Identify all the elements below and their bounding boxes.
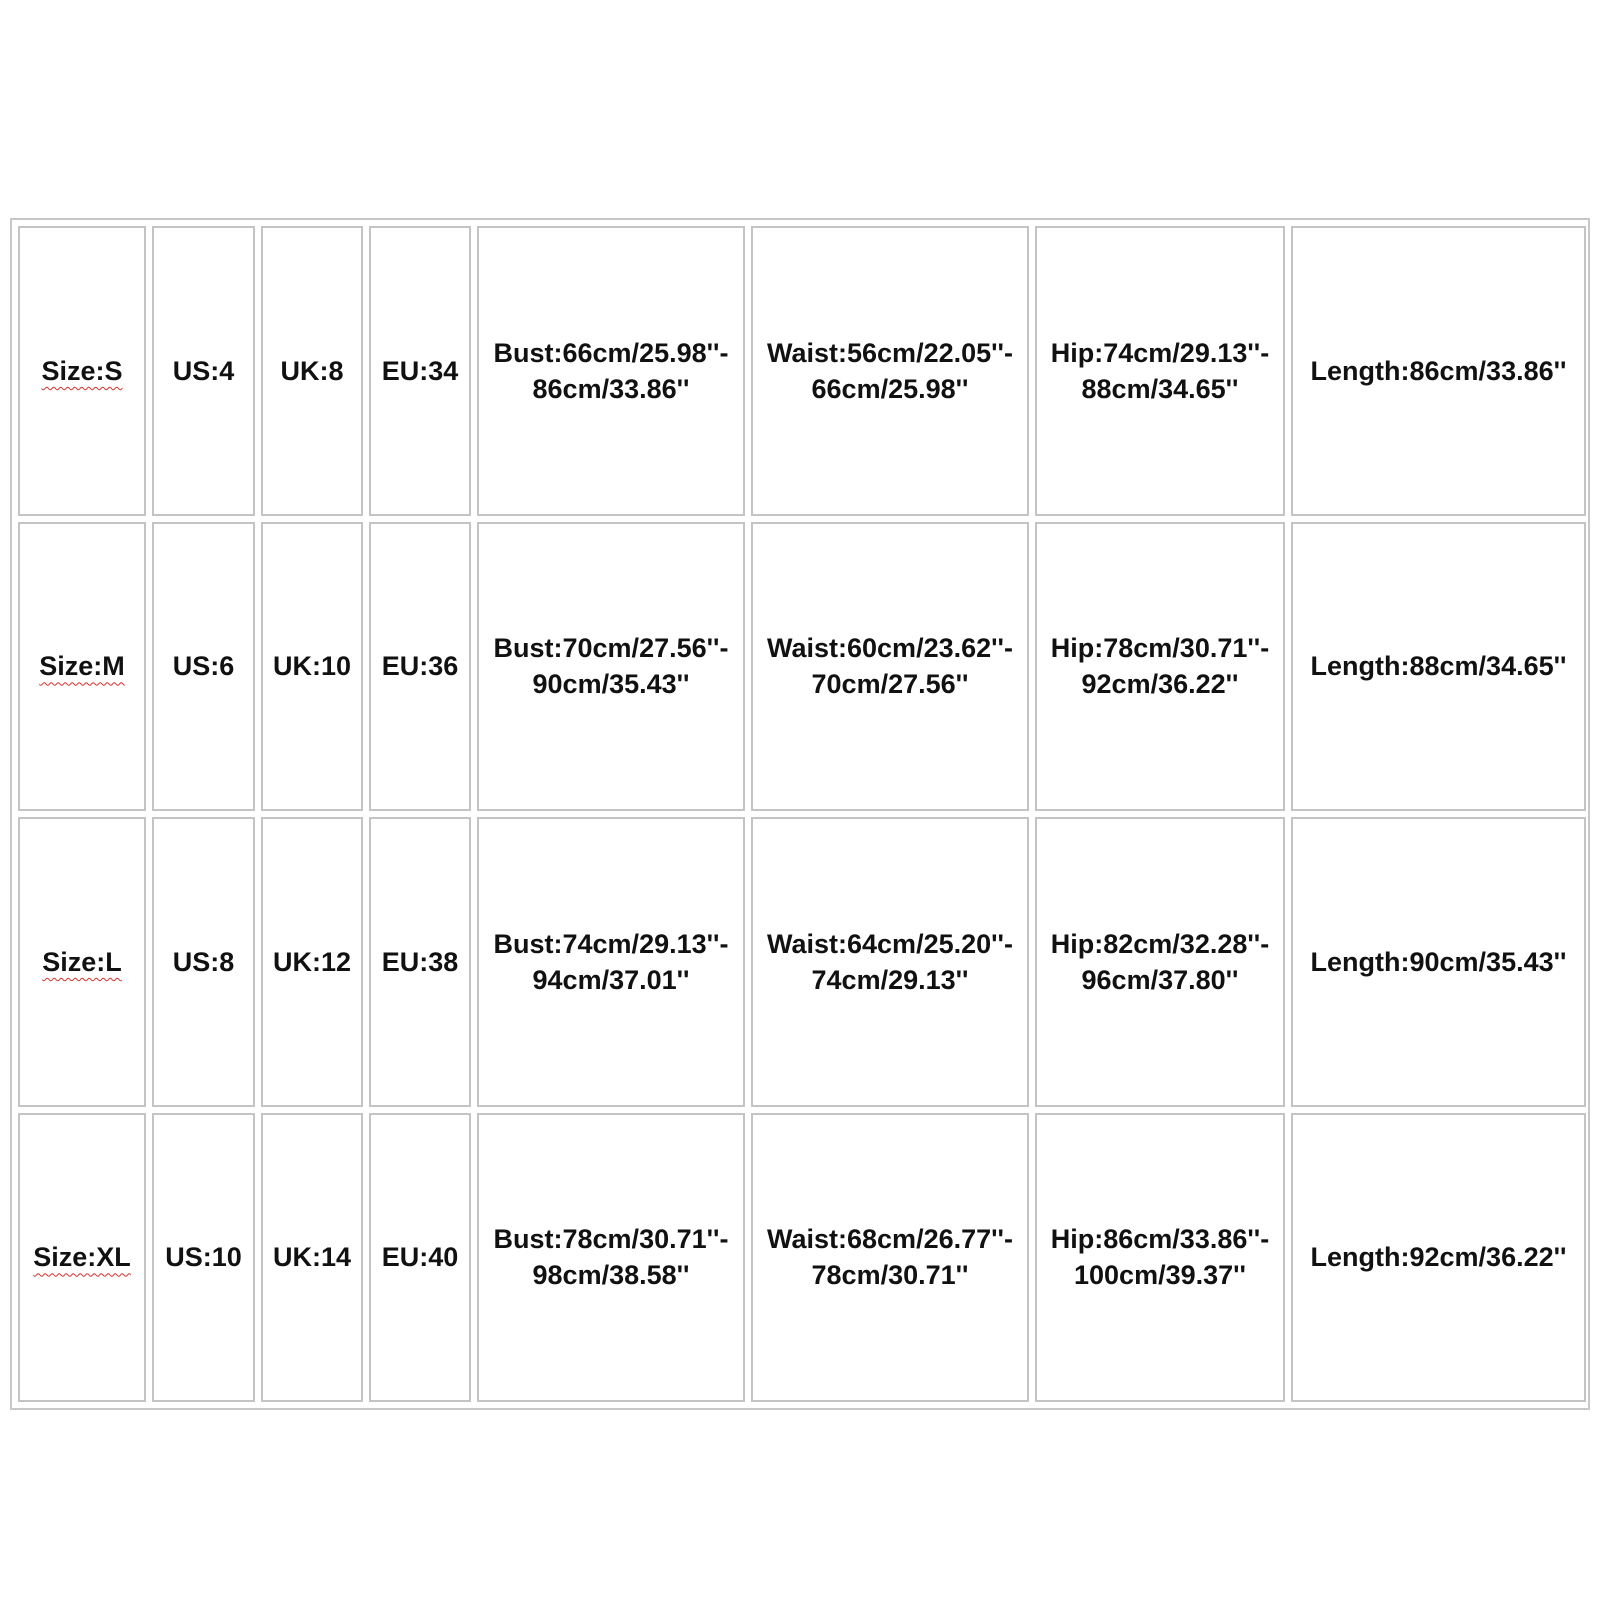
waist-line-2: 74cm/29.13'' xyxy=(811,964,969,995)
uk-size-cell: UK:8 xyxy=(261,226,363,516)
bust-line-2: 94cm/37.01'' xyxy=(532,964,690,995)
size-cell xyxy=(18,1113,146,1403)
us-size-cell: US:8 xyxy=(152,817,255,1107)
eu-size-cell: EU:36 xyxy=(369,522,471,812)
bust-line-2: 86cm/33.86'' xyxy=(532,373,690,404)
hip-cell xyxy=(1035,1113,1285,1403)
size-label: Size:S xyxy=(41,355,123,386)
bust-line-1: Bust:70cm/27.56''- xyxy=(493,633,729,664)
size-row-s xyxy=(18,226,1586,516)
size-row-m xyxy=(18,522,1586,812)
hip-line-2: 92cm/36.22'' xyxy=(1081,669,1239,700)
waist-line-2: 66cm/25.98'' xyxy=(811,373,969,404)
size-chart xyxy=(10,218,1590,1410)
size-chart-table xyxy=(12,220,1592,1408)
bust-line-1: Bust:78cm/30.71''- xyxy=(493,1224,729,1255)
eu-size-cell: EU:34 xyxy=(369,226,471,516)
bust-cell xyxy=(477,1113,745,1403)
waist-line-2: 78cm/30.71'' xyxy=(811,1260,969,1291)
waist-cell xyxy=(751,817,1029,1107)
length-cell: Length:90cm/35.43'' xyxy=(1291,817,1586,1107)
waist-line-1: Waist:68cm/26.77''- xyxy=(767,1224,1013,1255)
size-label: Size:XL xyxy=(33,1242,131,1273)
uk-size-cell: UK:14 xyxy=(261,1113,363,1403)
size-cell xyxy=(18,522,146,812)
length-cell: Length:92cm/36.22'' xyxy=(1291,1113,1586,1403)
hip-cell xyxy=(1035,522,1285,812)
eu-size-cell: EU:38 xyxy=(369,817,471,1107)
size-row-xl xyxy=(18,1113,1586,1403)
bust-line-2: 90cm/35.43'' xyxy=(532,669,690,700)
us-size-cell: US:10 xyxy=(152,1113,255,1403)
bust-line-1: Bust:74cm/29.13''- xyxy=(493,928,729,959)
size-row-l xyxy=(18,817,1586,1107)
waist-cell xyxy=(751,1113,1029,1403)
eu-size-cell: EU:40 xyxy=(369,1113,471,1403)
bust-line-1: Bust:66cm/25.98''- xyxy=(493,337,729,368)
hip-line-2: 88cm/34.65'' xyxy=(1081,373,1239,404)
hip-cell xyxy=(1035,817,1285,1107)
hip-line-1: Hip:78cm/30.71''- xyxy=(1050,633,1270,664)
bust-cell xyxy=(477,522,745,812)
size-cell xyxy=(18,817,146,1107)
hip-cell xyxy=(1035,226,1285,516)
hip-line-1: Hip:82cm/32.28''- xyxy=(1050,928,1270,959)
size-label: Size:L xyxy=(42,946,122,977)
hip-line-2: 100cm/39.37'' xyxy=(1074,1260,1246,1291)
waist-line-1: Waist:60cm/23.62''- xyxy=(767,633,1013,664)
hip-line-2: 96cm/37.80'' xyxy=(1081,964,1239,995)
hip-line-1: Hip:74cm/29.13''- xyxy=(1050,337,1270,368)
uk-size-cell: UK:10 xyxy=(261,522,363,812)
hip-line-1: Hip:86cm/33.86''- xyxy=(1050,1224,1270,1255)
waist-line-1: Waist:56cm/22.05''- xyxy=(767,337,1013,368)
waist-line-2: 70cm/27.56'' xyxy=(811,669,969,700)
bust-cell xyxy=(477,226,745,516)
waist-cell xyxy=(751,522,1029,812)
length-cell: Length:86cm/33.86'' xyxy=(1291,226,1586,516)
size-cell xyxy=(18,226,146,516)
us-size-cell: US:6 xyxy=(152,522,255,812)
bust-line-2: 98cm/38.58'' xyxy=(532,1260,690,1291)
bust-cell xyxy=(477,817,745,1107)
waist-line-1: Waist:64cm/25.20''- xyxy=(767,928,1013,959)
waist-cell xyxy=(751,226,1029,516)
size-label: Size:M xyxy=(39,651,125,682)
us-size-cell: US:4 xyxy=(152,226,255,516)
length-cell: Length:88cm/34.65'' xyxy=(1291,522,1586,812)
uk-size-cell: UK:12 xyxy=(261,817,363,1107)
